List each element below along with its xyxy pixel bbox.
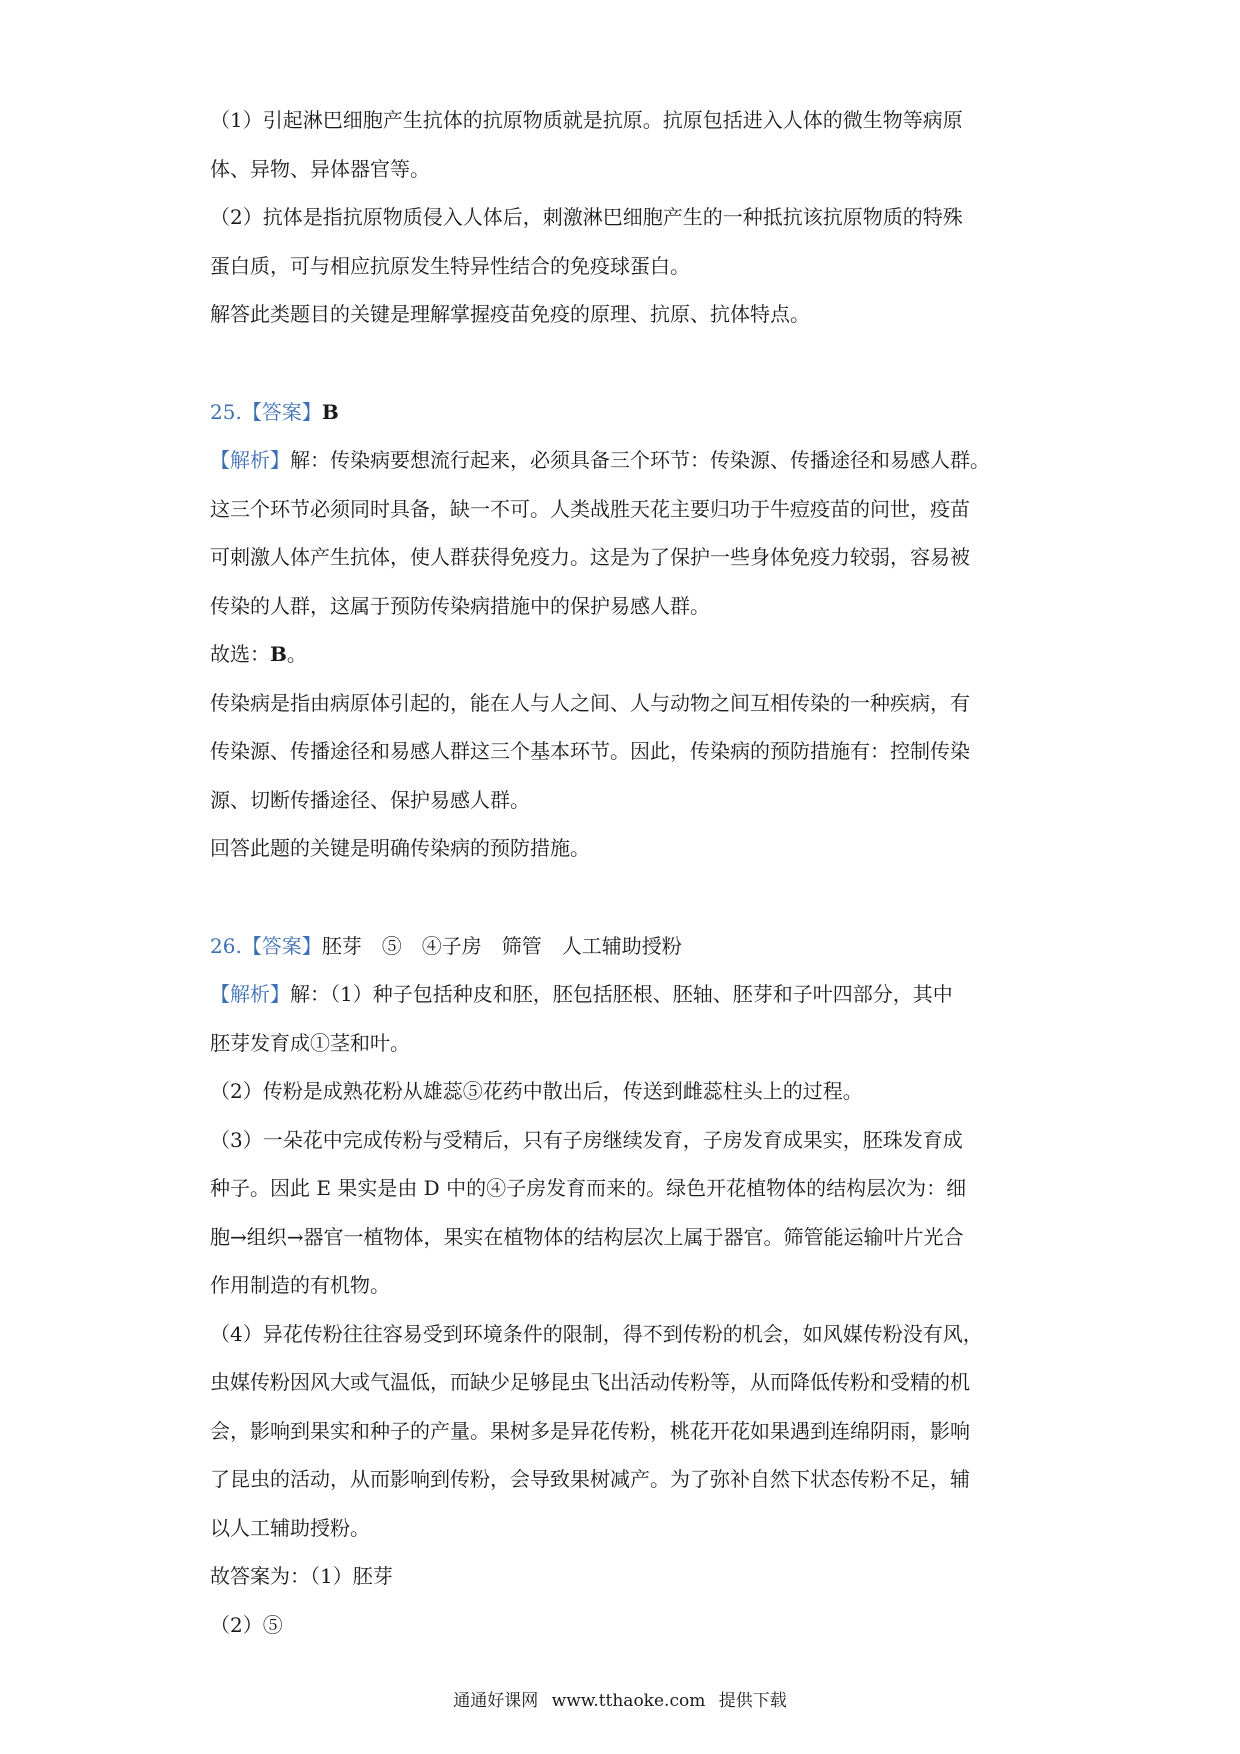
text-line: （2）抗体是指抗原物质侵入人体后，刺激淋巴细胞产生的一种抵抗该抗原物质的特殊	[210, 205, 963, 229]
answer-tag: 【答案】	[241, 933, 322, 958]
analysis-tag: 【解析】	[210, 448, 290, 472]
text-line: 蛋白质，可与相应抗原发生特异性结合的免疫球蛋白。	[210, 253, 690, 278]
analysis-line	[210, 436, 1040, 485]
text-line: 传染的人群，这属于预防传染病措施中的保护易感人群。	[210, 593, 710, 618]
analysis-text: 解：（1）种子包括种皮和胚，胚包括胚根、胚轴、胚芽和子叶四部分，其中	[290, 982, 953, 1006]
choice-prefix: 故选：	[210, 642, 270, 666]
text-line: 虫媒传粉因风大或气温低，而缺少足够昆虫飞出活动传粉等，从而降低传粉和受精的机	[210, 1370, 970, 1394]
text-line: 可刺激人体产生抗体，使人群获得免疫力。这是为了保护一些身体免疫力较弱，容易被	[210, 545, 970, 569]
question-number: 25.	[210, 399, 242, 424]
text-line: 作用制造的有机物。	[210, 1273, 390, 1297]
text-line: 种子。因此 E 果实是由 D 中的④子房发育而来的。绿色开花植物体的结构层次为：细	[210, 1176, 967, 1200]
page-content	[210, 96, 1040, 1649]
text-line: （3）一朵花中完成传粉与受精后，只有子房继续发育，子房发育成果实，胚珠发育成	[210, 1127, 963, 1152]
analysis-line	[210, 970, 1040, 1019]
analysis-tag: 【解析】	[210, 982, 290, 1006]
section-gap	[210, 339, 1040, 388]
answer-tag: 【答案】	[241, 399, 322, 424]
text-line: （2）传粉是成熟花粉从雄蕊⑤花药中散出后，传送到雌蕊柱头上的过程。	[210, 1079, 863, 1103]
text-line: 源、切断传播途径、保护易感人群。	[210, 787, 530, 812]
answer-heading-26	[210, 922, 1040, 971]
choice-value: B	[270, 642, 287, 666]
answer-heading-25	[210, 388, 1040, 437]
text-line: 以人工辅助授粉。	[210, 1515, 370, 1540]
text-line: 体、异物、异体器官等。	[210, 156, 430, 181]
answer-value: B	[321, 399, 339, 424]
text-line: 胚芽发育成①茎和叶。	[210, 1030, 410, 1055]
answer-value: 胚芽 ⑤ ④子房 筛管 人工辅助授粉	[321, 933, 682, 958]
text-line: 解答此类题目的关键是理解掌握疫苗免疫的原理、抗原、抗体特点。	[210, 302, 810, 326]
text-line: 传染病是指由病原体引起的，能在人与人之间、人与动物之间互相传染的一种疾病，有	[210, 690, 970, 715]
text-line: 会，影响到果实和种子的产量。果树多是异花传粉，桃花开花如果遇到连绵阴雨，影响	[210, 1418, 970, 1443]
text-line: 故答案为：（1）胚芽	[210, 1564, 393, 1588]
footer-site-name: 通通好课网	[453, 1691, 539, 1711]
text-line: （2）⑤	[210, 1612, 283, 1637]
question-number: 26.	[210, 933, 242, 958]
choice-line	[210, 630, 1040, 679]
section-gap	[210, 873, 1040, 922]
text-line: 传染源、传播途径和易感人群这三个基本环节。因此，传染病的预防措施有：控制传染	[210, 739, 970, 763]
page-footer	[0, 1686, 1240, 1711]
text-line: 这三个环节必须同时具备，缺一不可。人类战胜天花主要归功于牛痘疫苗的问世，疫苗	[210, 496, 970, 521]
text-line: （4）异花传粉往往容易受到环境条件的限制，得不到传粉的机会，如风媒传粉没有风，	[210, 1321, 983, 1346]
text-line: 胞→组织→器官一植物体，果实在植物体的结构层次上属于器官。筛管能运输叶片光合	[210, 1224, 964, 1249]
footer-download: 提供下载	[718, 1691, 787, 1711]
text-line: 回答此题的关键是明确传染病的预防措施。	[210, 836, 590, 860]
choice-suffix: 。	[286, 642, 307, 666]
analysis-text: 解：传染病要想流行起来，必须具备三个环节：传染源、传播途径和易感人群。	[290, 448, 990, 472]
text-line: 了昆虫的活动，从而影响到传粉，会导致果树减产。为了弥补自然下状态传粉不足，辅	[210, 1467, 970, 1491]
text-line: （1）引起淋巴细胞产生抗体的抗原物质就是抗原。抗原包括进入人体的微生物等病原	[210, 108, 963, 132]
footer-url: www.tthaoke.com	[551, 1691, 706, 1711]
